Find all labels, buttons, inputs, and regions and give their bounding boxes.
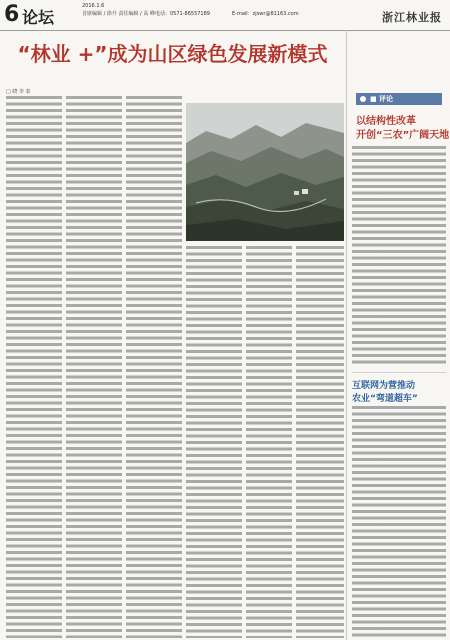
comment-section-tag xyxy=(356,93,442,105)
comment-tag-label: ■ 评论 xyxy=(370,95,394,103)
article-text-column-6 xyxy=(296,246,344,638)
article-text-column-2 xyxy=(66,96,122,638)
sidebar-divider xyxy=(352,372,446,373)
forest-landscape-photo xyxy=(186,103,344,241)
editor-line: 首席编辑 / 徐升 责任编辑 / 高 峰 xyxy=(82,11,155,17)
bullet-icon xyxy=(360,96,366,102)
feature-headline-line-2: 农业“弯道超车” xyxy=(352,394,418,404)
phone-line: 电话：0571-86557189 xyxy=(155,11,210,17)
column-divider xyxy=(346,30,347,640)
comment-text xyxy=(352,146,446,364)
article-headline: “林业 +”成为山区绿色发展新模式 xyxy=(17,42,328,66)
article-text-column-4 xyxy=(186,246,242,638)
page-number: 6 xyxy=(4,2,20,27)
article-photo xyxy=(186,103,344,241)
section-name: 论坛 xyxy=(22,8,55,27)
article-text-column-3 xyxy=(126,96,182,638)
article-byline: □ 晓 李 泰 xyxy=(6,89,31,95)
article-text-column-1 xyxy=(6,96,62,638)
feature-text xyxy=(352,406,446,638)
email-line: E-mail：zjswr@81163.com xyxy=(232,11,299,17)
comment-headline-line-2: 开创“三农”广阔天地 xyxy=(356,130,450,141)
issue-date: 2016.1.6 xyxy=(82,3,105,9)
newspaper-masthead: 浙江林业报 xyxy=(382,11,442,24)
page-header xyxy=(0,0,450,31)
feature-headline-line-1: 互联网为营推动 xyxy=(352,381,416,391)
article-text-column-5 xyxy=(246,246,292,638)
comment-headline-line-1: 以结构性改革 xyxy=(356,116,416,127)
